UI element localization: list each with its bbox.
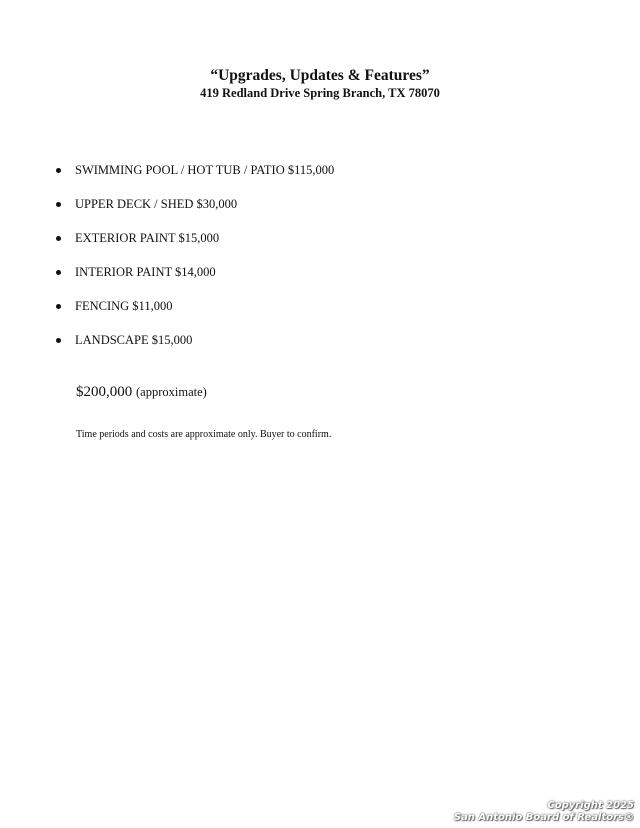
bullet-icon [56,338,61,343]
watermark-line-2: San Antonio Board of Realtors® [453,812,634,823]
disclaimer-text: Time periods and costs are approximate only. Buyer to confirm. [76,429,332,440]
list-item-text: FENCING $11,000 [75,298,173,313]
copyright-watermark [454,800,634,824]
list-item [56,228,334,248]
watermark-line-1: Copyright 2025 [547,800,634,811]
total-amount: $200,000 [76,384,133,400]
upgrades-list [56,160,334,364]
bullet-icon [56,168,61,173]
list-item [56,160,334,180]
document-title: “Upgrades, Updates & Features” [210,67,430,84]
list-item-text: SWIMMING POOL / HOT TUB / PATIO $115,000 [75,162,335,177]
bullet-icon [56,270,61,275]
total-note: (approximate) [136,385,207,399]
bullet-icon [56,236,61,241]
property-address: 419 Redland Drive Spring Branch, TX 78070 [200,86,440,100]
list-item-text: UPPER DECK / SHED $30,000 [75,196,238,211]
list-item-text: EXTERIOR PAINT $15,000 [75,230,220,245]
document-header [0,66,640,101]
list-item-text: INTERIOR PAINT $14,000 [75,264,216,279]
bullet-icon [56,304,61,309]
total-line [76,382,207,402]
list-item [56,330,334,350]
bullet-icon [56,202,61,207]
list-item [56,194,334,214]
list-item [56,296,334,316]
list-item-text: LANDSCAPE $15,000 [75,332,193,347]
list-item [56,262,334,282]
